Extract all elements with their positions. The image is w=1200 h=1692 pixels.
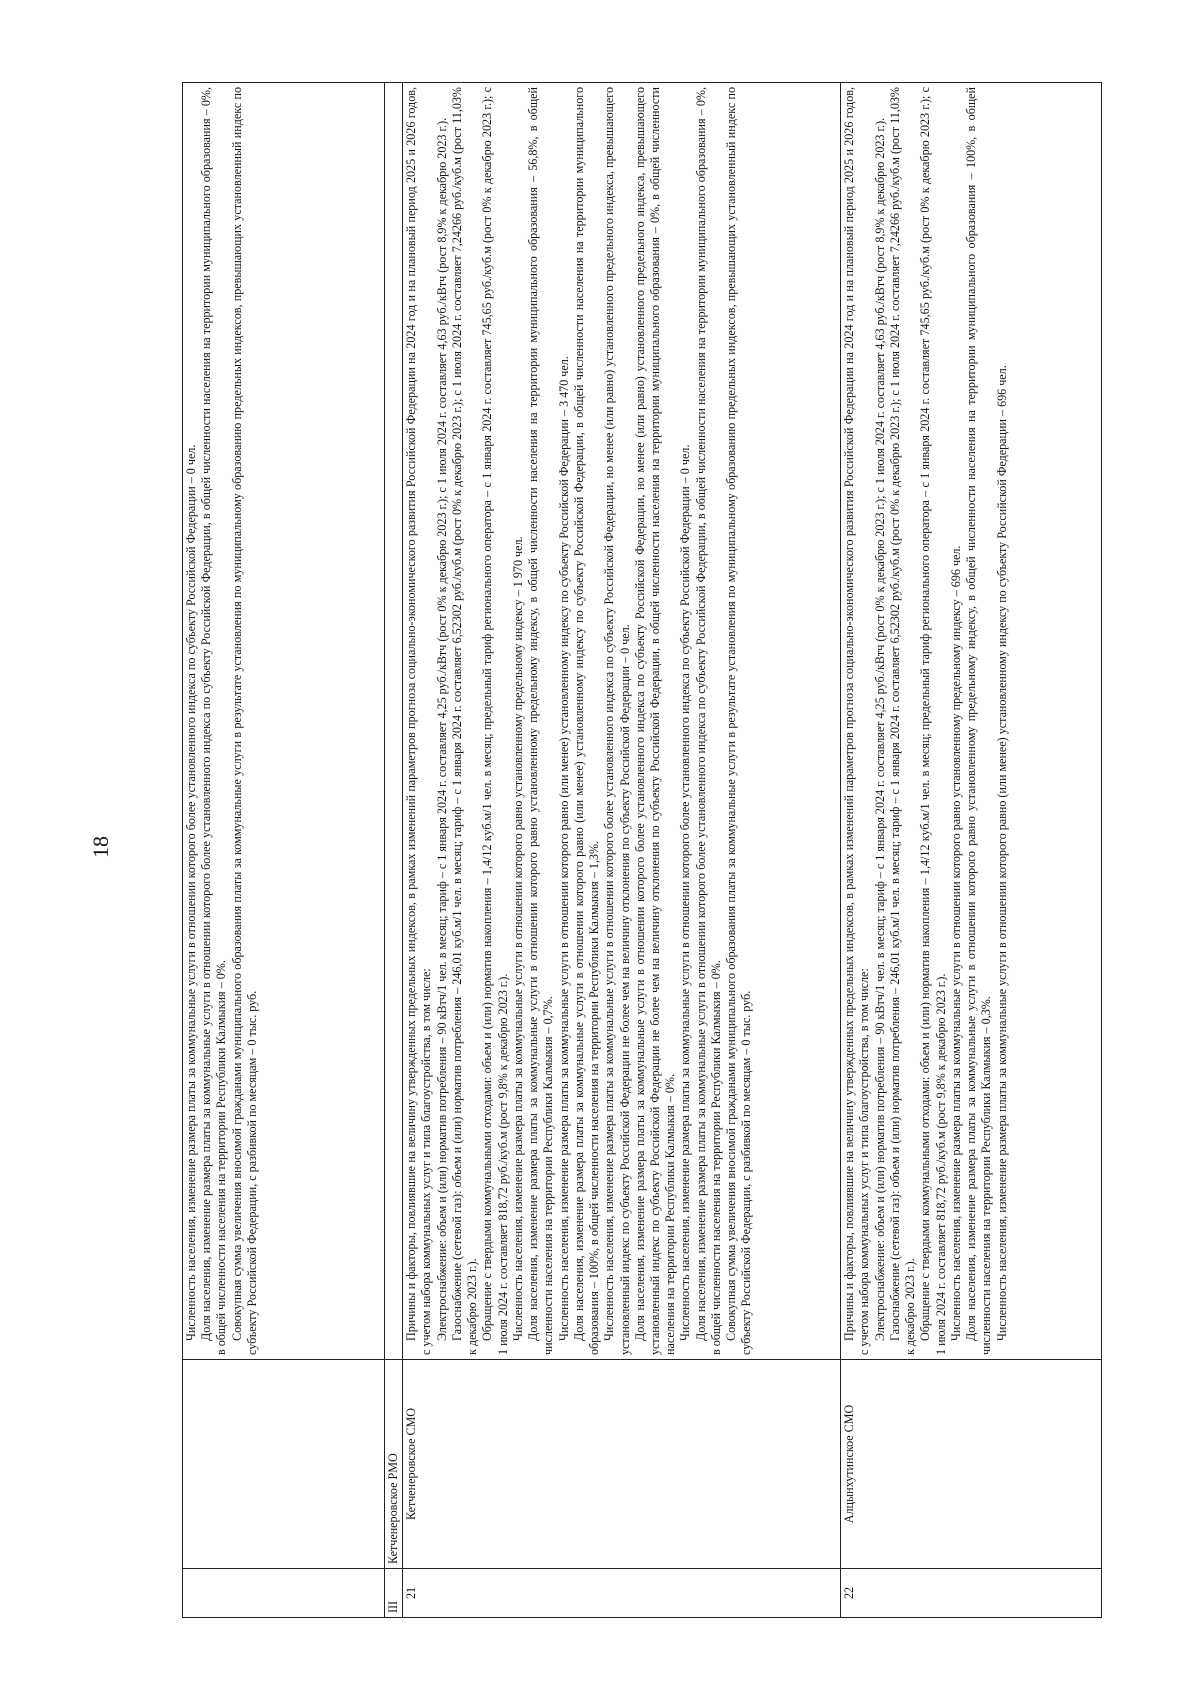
- paragraph: Причины и факторы, повлиявшие на величину утвержденных предельных индексов, в рамках изменений параметров прогноза социально-экономического развития Российской Федерации на 2024 год и на плановый период 2025 и 2026 годов, с учетом набора коммунальных услуг и типа благоустройства, в том числе:: [842, 87, 872, 1355]
- paragraph: Газоснабжение (сетевой газ): объем и (или) норматив потребления – 246,01 куб.м/1 чел. в месяц; тариф – с 1 января 2024 г. составляет 6,52302 руб./куб.м (рост 0% к декабрю 2023 г.); с 1 июля 2024 г. составляет 7,24266 руб./куб.м (рост 11,03% к декабрю 2023 г.).: [887, 87, 918, 1355]
- paragraph: Численность населения, изменение размера платы за коммунальные услуги в отношении которого более установленного индекса по субъекту Российской Федерации – 0 чел.: [678, 444, 693, 1341]
- row-number-cell: 22: [841, 1569, 1102, 1618]
- paragraph: Доля населения, изменение размера платы за коммунальные услуги в отношении которого более установленного индекса по субъекту Российской Федерации, в общей численности населения на территории муниципального образования – 0%, в общей численности населения на территории Республики Калмыкия – 0%.: [693, 87, 723, 1355]
- paragraph: Численность населения, изменение размера платы за коммунальные услуги в отношении которого равно установленному предельному индексу – 696 чел.: [948, 545, 963, 1341]
- table-row: [403, 83, 841, 1618]
- row-text-cell: [183, 83, 385, 1360]
- paragraph: Доля населения, изменение размера платы за коммунальные услуги в отношении которого равно (или менее) установленному индексу по субъекту Российской Федерации, в общей численности населения на территории муниципального образования – 100%, в общей численности населения на территории Республики Калмыкия – 1,3%.: [571, 87, 602, 1355]
- row-number-cell: [183, 1569, 385, 1618]
- paragraph: Численность населения, изменение размера платы за коммунальные услуги в отношении которого равно (или менее) установленному индексу по субъекту Российской Федерации – 3 470 чел.: [556, 356, 571, 1341]
- section-row: [385, 83, 403, 1618]
- section-name: Кетченеровское РМО: [385, 1360, 403, 1569]
- paragraph: Электроснабжение: объем и (или) норматив потребления – 90 кВтч/1 чел. в месяц; тариф – с 1 января 2024 г. составляет 4,25 руб./кВтч (рост 0% к декабрю 2023 г.); с 1 июля 2024 г. составляет 4,63 руб./кВтч (рост 8,9% к декабрю 2023 г.).: [872, 117, 887, 1341]
- paragraph: Совокупная сумма увеличения вносимой гражданами муниципального образования платы за коммунальные услуги в результате установления по муниципальному образованию предельных индексов, превышающих установленный индекс по субъекту Российской Федерации, с разбивкой по месяцам – 0 тыс. руб.: [229, 87, 259, 1355]
- section-empty-cell: [385, 83, 403, 1360]
- row-number-cell: 21: [403, 1569, 841, 1618]
- paragraph: Доля населения, изменение размера платы за коммунальные услуги в отношении которого равно установленному предельному индексу, в общей численности населения на территории муниципального образования – 56,8%, в общей численности населения на территории Республики Калмыкия – 0,7%.: [526, 87, 556, 1355]
- rotated-table-container: [182, 82, 1102, 1618]
- paragraph: Численность населения, изменение размера платы за коммунальные услуги в отношении которого равно (или менее) установленному индексу по субъекту Российской Федерации – 696 чел.: [994, 365, 1009, 1341]
- paragraph: Обращение с твердыми коммунальными отходами: объем и (или) норматив накопления – 1,4/12 куб.м/1 чел. в месяц; предельный тариф регионального оператора – с 1 января 2024 г. составляет 745,65 руб./куб.м (рост 0% к декабрю 2023 г.); с 1 июля 2024 г. составляет 818,72 руб./куб.м (рост 9,8% к декабрю 2023 г.).: [918, 87, 948, 1355]
- row-text-cell: [841, 83, 1102, 1360]
- paragraph: Электроснабжение: объем и (или) норматив потребления – 90 кВтч/1 чел. в месяц; тариф – с 1 января 2024 г. составляет 4,25 руб./кВтч (рост 0% к декабрю 2023 г.); с 1 июля 2024 г. составляет 4,63 руб./кВтч (рост 8,9% к декабрю 2023 г.).: [434, 117, 449, 1341]
- paragraph: Доля населения, изменение размера платы за коммунальные услуги в отношении которого более установленного индекса по субъекту Российской Федерации, в общей численности населения на территории муниципального образования – 0%, в общей численности населения на территории Республики Калмыкия – 0%.: [199, 87, 229, 1355]
- page-number: 18: [88, 836, 113, 858]
- paragraph: Доля населения, изменение размера платы за коммунальные услуги в отношении которого более установленного индекса по субъекту Российской Федерации, но менее (или равно) установленного предельного индекса, превышающего установленный индекс по субъекту Российской Федерации не более чем на величину отклонения по субъекту Российской Федерации, в общей численности населения на территории муниципального образования – 0%, в общей численности населения на территории Республики Калмыкия – 0%.: [632, 87, 678, 1355]
- table-row: [841, 83, 1102, 1618]
- paragraph: Обращение с твердыми коммунальными отходами: объем и (или) норматив накопления – 1,4/12 куб.м/1 чел. в месяц; предельный тариф регионального оператора – с 1 января 2024 г. составляет 745,65 руб./куб.м (рост 0% к декабрю 2023 г.); с 1 июля 2024 г. составляет 818,72 руб./куб.м (рост 9,8% к декабрю 2023 г.).: [480, 87, 510, 1355]
- section-number: III: [385, 1569, 403, 1618]
- paragraph: Численность населения, изменение размера платы за коммунальные услуги в отношении которого равно установленному предельному индексу – 1 970 чел.: [510, 536, 525, 1341]
- paragraph: Газоснабжение (сетевой газ): объем и (или) норматив потребления – 246,01 куб.м/1 чел. в месяц; тариф – с 1 января 2024 г. составляет 6,52302 руб./куб.м (рост 0% к декабрю 2023 г.); с 1 июля 2024 г. составляет 7,24266 руб./куб.м (рост 11,03% к декабрю 2023 г.).: [449, 87, 480, 1355]
- municipality-name-cell: Кетченеровское СМО: [403, 1360, 841, 1569]
- paragraph: Численность населения, изменение размера платы за коммунальные услуги в отношении которого более установленного индекса по субъекту Российской Федерации – 0 чел.: [184, 444, 198, 1341]
- paragraph: Совокупная сумма увеличения вносимой гражданами муниципального образования платы за коммунальные услуги в результате установления по муниципальному образованию предельных индексов, превышающих установленный индекс по субъекту Российской Федерации, с разбивкой по месяцам – 0 тыс. руб.: [724, 87, 754, 1355]
- paragraph: Численность населения, изменение размера платы за коммунальные услуги в отношении которого более установленного индекса по субъекту Российской Федерации, но менее (или равно) установленного предельного индекса, превышающего установленный индекс по субъекту Российской Федерации не более чем на величину отклонения по субъекту Российской Федерации – 0 чел.: [602, 87, 632, 1355]
- municipality-name-cell: [183, 1360, 385, 1569]
- paragraph: Доля населения, изменение размера платы за коммунальные услуги в отношении которого равно установленному предельному индексу, в общей численности населения на территории муниципального образования – 100%, в общей численности населения на территории Республики Калмыкия – 0,3%.: [964, 87, 994, 1355]
- table-row-continuation: [183, 83, 385, 1618]
- municipality-name-cell: Алцынхутинское СМО: [841, 1360, 1102, 1569]
- row-text-cell: [403, 83, 841, 1360]
- paragraph: Причины и факторы, повлиявшие на величину утвержденных предельных индексов, в рамках изменений параметров прогноза социально-экономического развития Российской Федерации на 2024 год и на плановый период 2025 и 2026 годов, с учетом набора коммунальных услуг и типа благоустройства, в том числе:: [404, 87, 434, 1355]
- report-table: [182, 82, 1102, 1618]
